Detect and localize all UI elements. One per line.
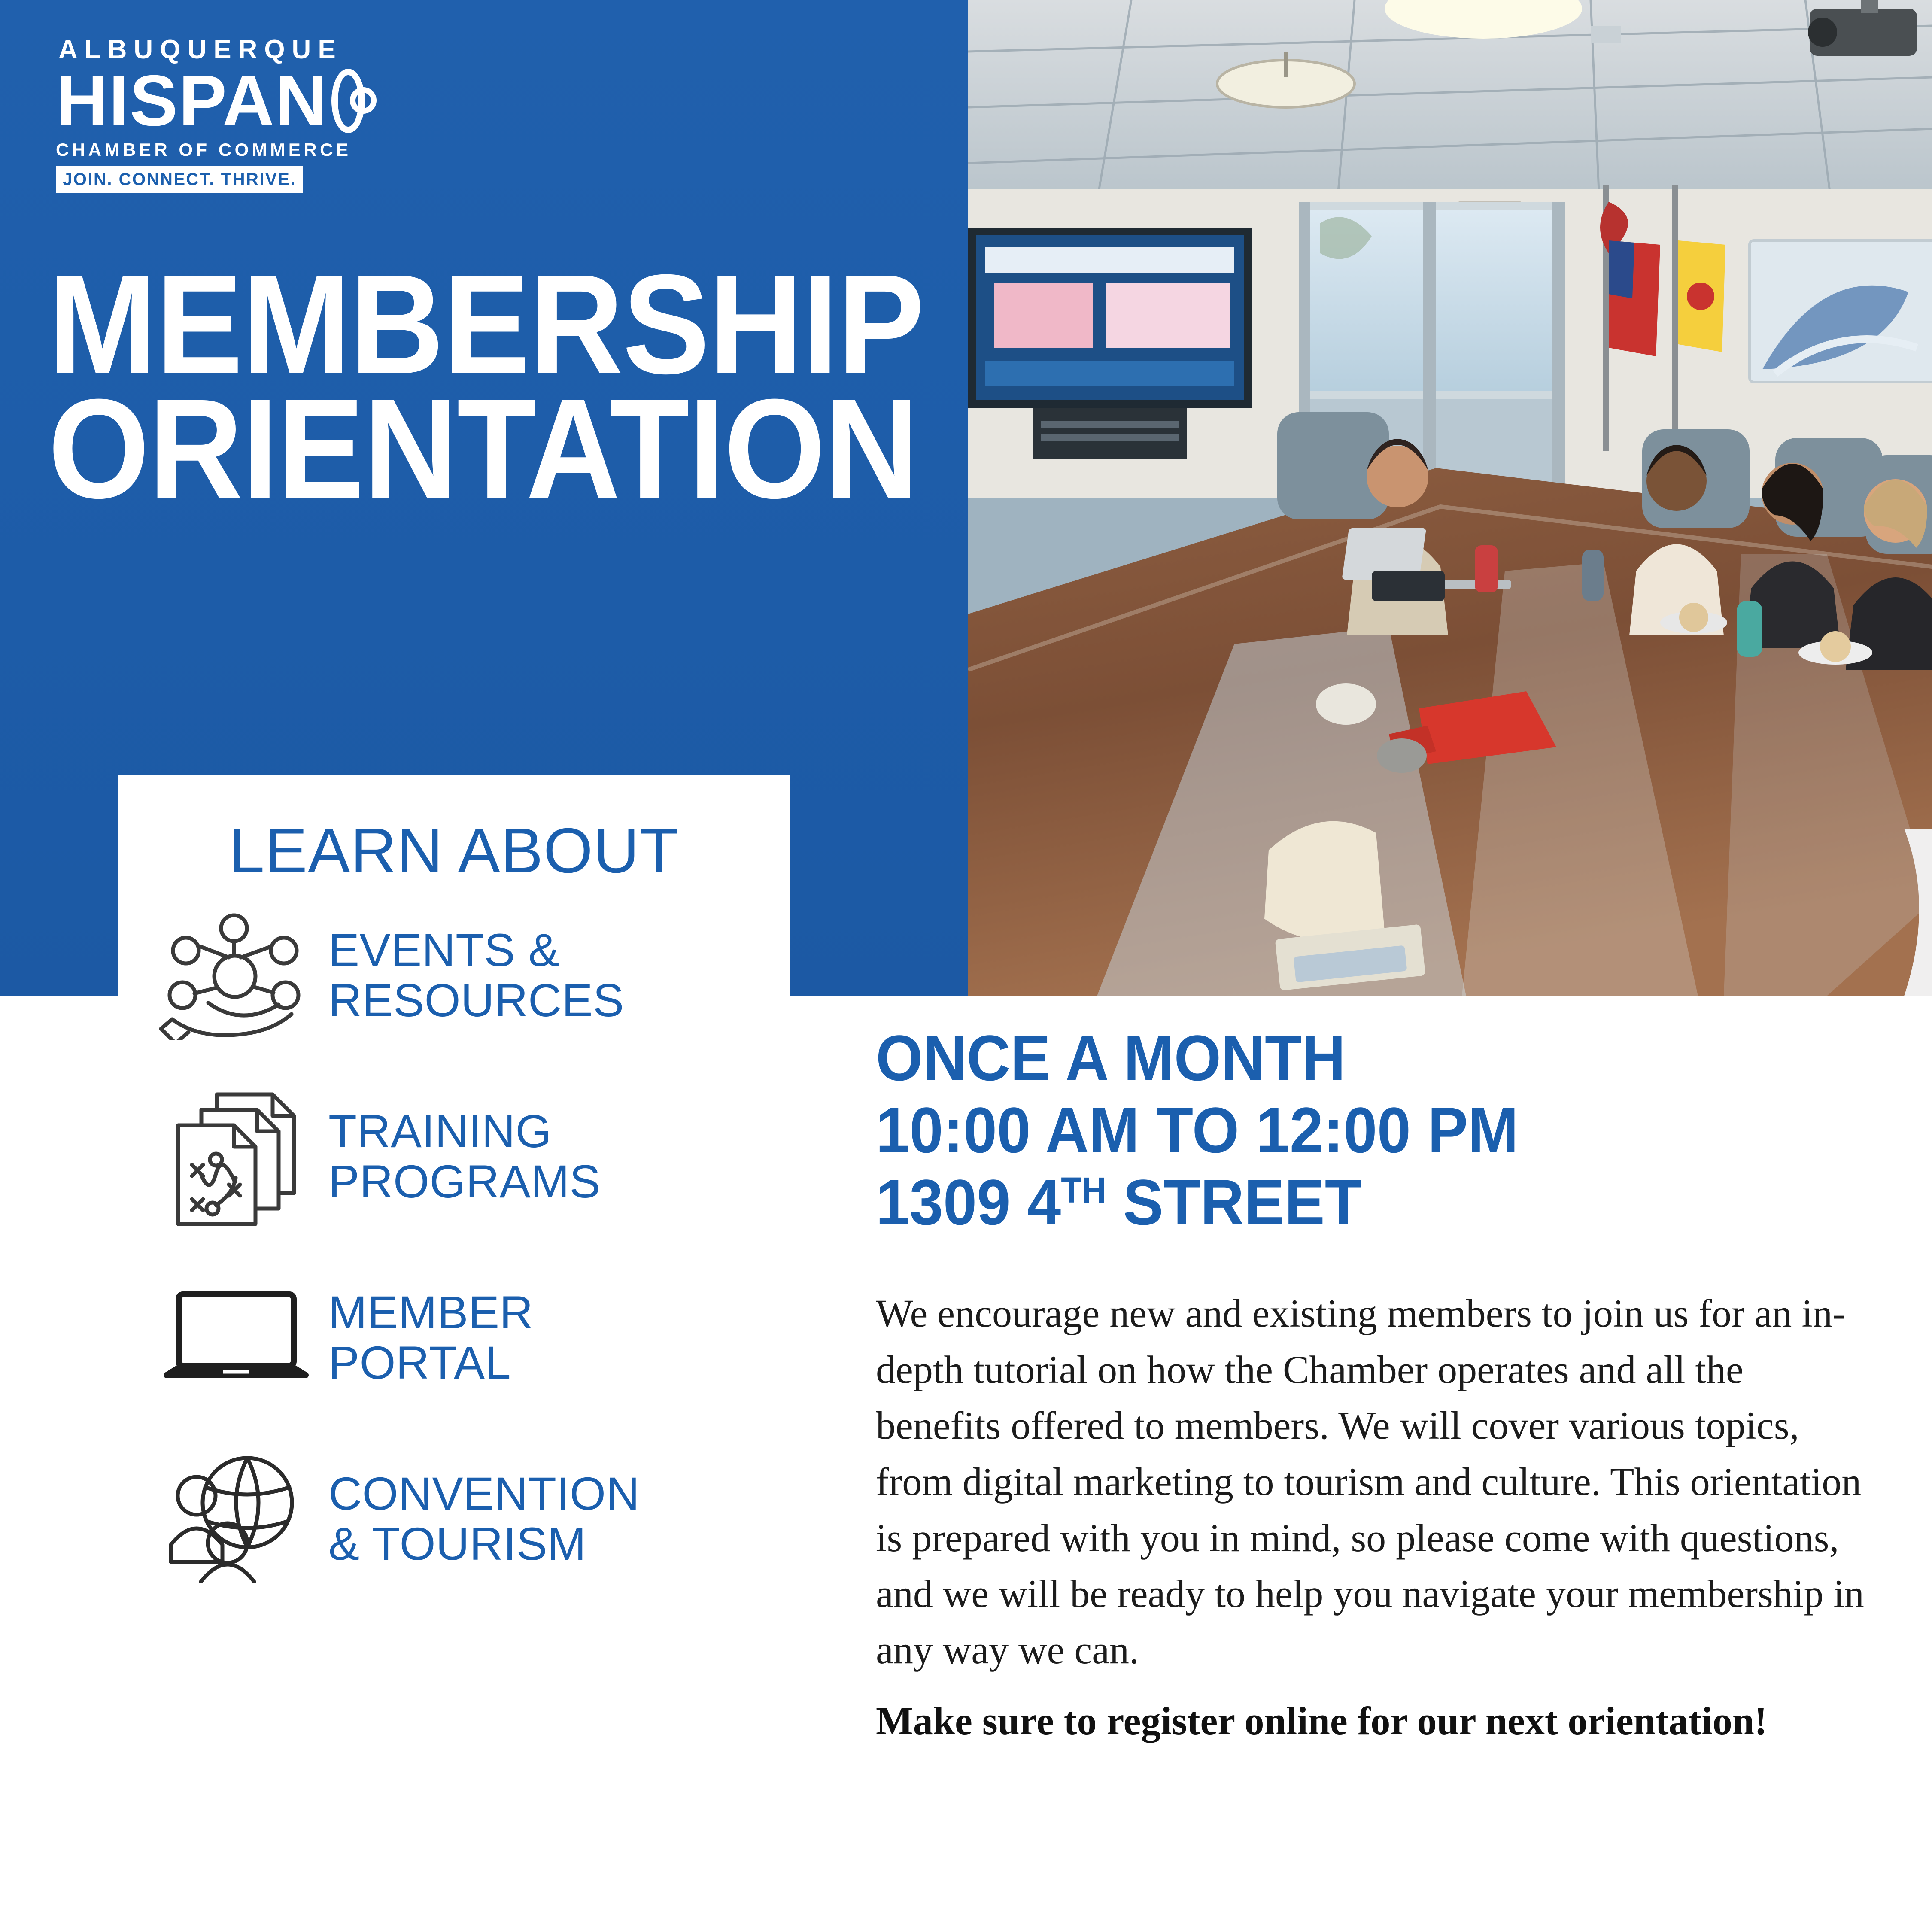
list-item-label-line1: MEMBER: [328, 1286, 534, 1339]
list-item-label: [328, 1288, 533, 1388]
learn-about-card: [118, 775, 790, 1896]
list-item-label-line1: TRAINING: [328, 1105, 552, 1157]
list-item-label-line2: RESOURCES: [328, 974, 624, 1026]
event-when: [876, 1022, 1808, 1238]
register-callout: Make sure to register online for our next orientation!: [876, 1699, 1768, 1743]
list-item: [118, 1086, 790, 1227]
page-title: [48, 245, 924, 528]
logo-tagline-badge: JOIN. CONNECT. THRIVE.: [56, 166, 303, 193]
globe-people-icon: [144, 1448, 328, 1590]
event-address-number: 1309 4: [876, 1166, 1061, 1238]
list-item: [118, 1267, 790, 1409]
list-item-label-line1: CONVENTION: [328, 1467, 640, 1520]
event-details: [876, 1022, 1868, 1748]
learn-about-heading: LEARN ABOUT: [229, 815, 679, 886]
logo-subtitle: CHAMBER OF COMMERCE: [56, 139, 352, 160]
list-item-label-line2: PROGRAMS: [328, 1155, 601, 1207]
event-address: [876, 1166, 1808, 1238]
list-item-label-line2: & TOURISM: [328, 1518, 586, 1570]
event-description: [876, 1285, 1868, 1678]
meeting-photo: [968, 0, 1932, 996]
page-title-line-1: MEMBERSHIP: [48, 245, 924, 403]
event-address-ordinal: TH: [1061, 1170, 1106, 1210]
event-address-street: STREET: [1106, 1166, 1362, 1238]
chamber-logo: [56, 36, 365, 193]
list-item-label-line1: EVENTS &: [328, 924, 560, 976]
event-frequency: ONCE A MONTH: [876, 1022, 1346, 1094]
learn-about-list: [118, 905, 790, 1590]
logo-top-text: ALBUQUERQUE: [58, 35, 343, 64]
laptop-icon: [144, 1267, 328, 1409]
event-description-text: We encourage new and existing members to join us for an in-depth tutorial on how the Chamber operates and all the benefits offered to members. We will cover various topics, from digital marketing to tourism and culture. This orientation is prepared with you in mind, so please come with questions, and we will be ready to help you navigate your membership in any way we can.: [876, 1291, 1864, 1672]
list-item: [118, 905, 790, 1046]
list-item-label-line2: PORTAL: [328, 1337, 511, 1388]
logo-wordmark: [56, 60, 365, 141]
list-item-label: [328, 925, 624, 1025]
page-title-line-2: ORIENTATION: [48, 369, 918, 528]
at-symbol-icon: [331, 69, 365, 133]
strategy-documents-icon: [144, 1086, 328, 1227]
network-hand-icon: [144, 905, 328, 1046]
meeting-photo-illustration: [968, 0, 1932, 996]
list-item-label: [328, 1469, 640, 1569]
logo-wordmark-text: HISPAN: [56, 60, 328, 141]
list-item-label: [328, 1106, 601, 1206]
list-item: [118, 1448, 790, 1590]
event-time: 10:00 AM TO 12:00 PM: [876, 1094, 1519, 1166]
